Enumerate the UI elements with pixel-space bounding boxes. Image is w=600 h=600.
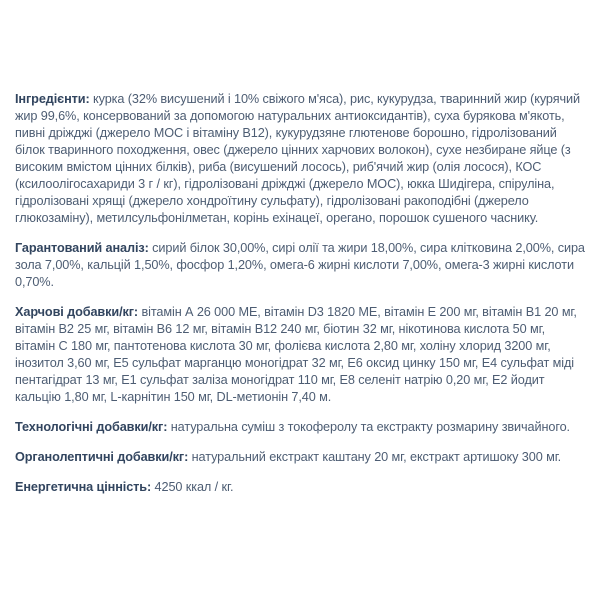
section-label: Харчові добавки/кг:	[15, 305, 139, 319]
section-ingredients	[15, 91, 587, 227]
section-label: Органолептичні добавки/кг:	[15, 450, 189, 464]
section-text: сирий білок 30,00%, сирі олії та жири 18,00%, сира клітковина 2,00%, сира зола 7,00%, кальцій 1,50%, фосфор 1,20%, омега-6 жирні кислоти 7,00%, омега-3 жирні кислоти 0,70%.	[15, 241, 585, 289]
section-label: Енергетична цінність:	[15, 480, 152, 494]
section-energy-value	[15, 479, 587, 496]
section-guaranteed-analysis	[15, 240, 587, 291]
section-text: натуральний екстракт каштану 20 мг, екстракт артишоку 300 мг.	[191, 450, 562, 464]
section-nutritional-additives	[15, 304, 587, 406]
section-technological-additives	[15, 419, 587, 436]
section-organoleptic-additives	[15, 449, 587, 466]
section-text: курка (32% висушений і 10% свіжого м'яса), рис, кукурудза, тваринний жир (курячий жир 99,6%, консервований за допомогою натуральних антиоксидантів), суха бурякова м'якоть, пивні дріжджі (джерело МОС і вітаміну В12), кукурудзяне глютенове борошно, гідролізований білок тваринного походження, овес (джерело цінних харчових волокон), сухе незбиране яйце (з високим вмістом цінних білків), риба (висушений лосось), риб'ячий жир (олія лосося), КОС (ксилоолігосахариди 3 г / кг), гідролізовані дріжджі (джерело МОС), юкка Шидігера, спіруліна, гідролізовані хрящі (джерело хондроїтину сульфату), гідролізовані ракоподібні (джерело глюкозаміну), метилсульфонілметан, корінь ехінацеї, орегано, порошок сушеного часнику.	[15, 92, 581, 225]
section-label: Інгредієнти:	[15, 92, 90, 106]
section-label: Гарантований аналіз:	[15, 241, 149, 255]
section-text: вітамін А 26 000 МЕ, вітамін D3 1820 МЕ, вітамін Е 200 мг, вітамін В1 20 мг, вітамін В2 25 мг, вітамін В6 12 мг, вітамін В12 240 мг, біотин 32 мг, нікотинова кислота 50 мг, вітамін С 180 мг, пантотенова кислота 30 мг, фолієва кислота 2,80 мг, холіну хлорид 3200 мг, інозитол 3,60 мг, Е5 сульфат марганцю моногідрат 32 мг, Е6 оксид цинку 150 мг, Е4 сульфат міді пентагідрат 13 мг, Е1 сульфат заліза моногідрат 110 мг, Е8 селеніт натрію 0,20 мг, Е2 йодит кальцію 1,80 мг, L-карнітин 150 мг, DL-метионін 7,40 м.	[15, 305, 577, 404]
section-text: натуральна суміш з токоферолу та екстракту розмарину звичайного.	[170, 420, 570, 434]
section-text: 4250 ккал / кг.	[154, 480, 234, 494]
section-label: Технологічні добавки/кг:	[15, 420, 168, 434]
